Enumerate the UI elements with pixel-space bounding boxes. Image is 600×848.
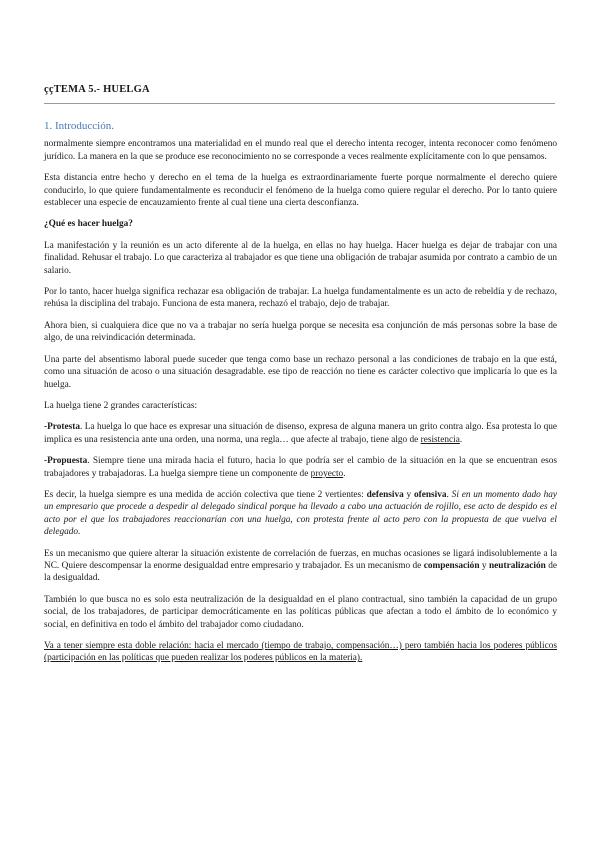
paragraph-3: La manifestación y la reunión es un acto diferente al de la huelga, en ellas no hay huelga. Hacer huelga es dejar de trabajar con una finalidad. Rehusar el trabajo. Lo que caracteriza al trabajador es que tiene una obligación de trabajar asumida por contrato a cambio de un salario. [44,240,557,276]
mecanismo-text-3: de la desigualdad. [44,560,558,584]
paragraph-doble-relacion [44,640,557,665]
section-heading: 1. Introducción. [44,120,114,132]
paragraph-intro-1: normalmente siempre encontramos una materialidad en el mundo real que el derecho intenta recoger, intenta reconocer como fenómeno jurídico. La manera en la que se produce ese reconocimiento no se corresponde a veces realmente explícitamente con lo que pensamos. [44,139,557,162]
paragraph-6: Una parte del absentismo laboral puede suceder que tenga como base un rechazo personal a las condiciones de trabajo en la que está, como una situación de acoso o una situación desagradable. ese tipo de reacción no tiene es carácter colectivo que implicaría lo que es la huelga. [44,354,557,390]
term-resistencia: resistencia [420,434,460,445]
subheading-que-es-huelga: ¿Qué es hacer huelga? [44,219,133,230]
term-proyecto: proyecto [310,468,344,479]
propuesta-text-2: . [343,468,346,479]
page-title: ççTEMA 5.- HUELGA [44,84,150,95]
term-propuesta: -Propuesta [44,456,88,467]
term-ofensiva: ofensiva [414,489,447,500]
doble-relacion-underlined: Va a tener siempre esta doble relación: hacia el mercado (tiempo de trabajo, compensación…) pero también hacia los poderes públicos (participación en las políticas que pueden realizar los poderes públicos en la materia). [44,641,557,664]
mecanismo-text-1: Es un mecanismo que quiere alterar la situación existente de correlación de fuerzas, en muchas ocasiones se ligará indisolublemente a la NC. Quiere descompensar la enorme desigualdad entre empresario y trabajador. Es un mecanismo de [44,548,557,571]
protesta-text-2: . [459,434,463,445]
paragraph-mecanismo [44,548,557,585]
example-italic: Si en un momento dado hay un empresario que procede a despedir al delegado sindical porque ha llevado a cabo una actuación de rojillo, ese acto de despido es el acto por el que los trabajadores reaccionarían con una huelga, con protesta frente al acto pero con la propuesta de que vuelva el delegado. [44,489,558,538]
paragraph-7: La huelga tiene 2 grandes características: [44,400,198,411]
vertientes-text-1: Es decir, la huelga siempre es una medida de acción colectiva que tiene 2 vertientes: [44,489,367,500]
paragraph-intro-2: Esta distancia entre hecho y derecho en el tema de la huelga es extraordinariamente fuerte porque normalmente el derecho quiere conducirlo, lo que quiere fundamentalmente es reconducir el fenómeno de la huelga como quiere regular el derecho. Por lo tanto quiere establecer una especie de encauzamiento frente al cual tiene una cierta desconfianza. [44,173,557,209]
vertientes-text-2: y [403,489,414,500]
vertientes-text-3: . [446,489,452,500]
term-defensiva: defensiva [366,489,404,500]
paragraph-4: Por lo tanto, hacer huelga significa rechazar esa obligación de trabajar. La huelga fundamentalmente es un acto de rebeldía y de rechazo, rehúsa la disciplina del trabajo. Funciona de esta manera, rechazó el trabajo, dejo de trabajar. [44,287,557,310]
title-divider [44,103,555,104]
paragraph-participacion: También lo que busca no es solo esta neutralización de la desigualdad en el plano contractual, sino también la capacidad de un grupo social, de los trabajadores, de participar democráticamente en las políticas públicas que afectan a todo el ámbito de lo económico y social, en definitiva en todo el ámbito del trabajador como ciudadano. [44,594,557,630]
term-compensacion: compensación [423,560,480,571]
propuesta-text-1: . Siempre tiene una mirada hacia el futuro, hacia lo que podría ser el cambio de la situación en la que se encuentran esos trabajadores y trabajadoras. La huelga siempre tiene un componente de [44,456,557,479]
paragraph-propuesta [44,455,557,480]
protesta-text-1: . La huelga lo que hace es expresar una situación de disenso, expresa de alguna manera un grito contra algo. Esa protesta lo que implica es una resistencia ante una orden, una norma, una regla… que afecte al trabajo, tiene algo de [44,422,557,445]
term-protesta: -Protesta [44,422,80,433]
paragraph-vertientes [44,489,557,539]
document-body [44,120,557,674]
paragraph-protesta [44,421,557,446]
term-neutralizacion: neutralización [489,560,546,571]
mecanismo-text-2: y [479,560,489,571]
paragraph-5: Ahora bien, si cualquiera dice que no va a trabajar no sería huelga porque se necesita esa conjunción de más personas sobre la base de algo, de una reivindicación determinada. [44,320,557,344]
